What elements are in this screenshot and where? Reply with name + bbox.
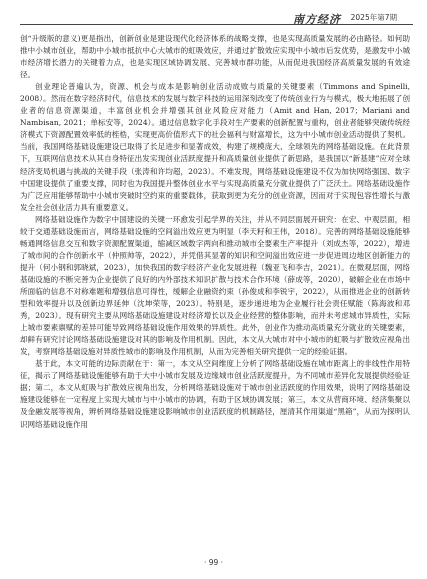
issue-label: 2025年第7期 [350, 13, 397, 22]
paragraph-2: 创业理论普遍认为，资源、机会与成本是影响创业活动成败与质量的关键要素（Timmons and Spinelli, 2008）。然而在数字经济时代，信息技术的发展与数字科技的运用深刻改变了传统创业行为与模式，极大地拓展了创业者的信息资源渠道，丰富创业机会并增强其创业风险应对能力（Amit and Han, 2017；Mariani and Nambisan, 2021；单标安等，2024）。通过信息数字化手段对生产要素的创新配置与重构，创业者能够突破传统经济模式下资源配置效率低的桎梏，实现更高价值形式下的社会福利与财富增长，这为中小城市创业活动提供了契机。当前，我国网络基础设施建设已取得了长足进步和显著成效，构建了规模庞大、全球领先的网络基础设施。在此背景下，互联网信息技术从其自身特征出发实现创业活跃度提升和高质量创业提供了新思路，是我国以“新基建”应对全球经济变局机遇与挑战的关键手段（张涛和许均超，2023）。不难发现，网络基础设施建设不仅为加快网络强国、数字中国建设提供了重要支撑，同时也为我国提升整体创业水平与实现高质量充分就业提供了广泛沃土。网络基础设施作为广泛应用能够帮助中小城市突破时空约束的重要载体，获取到更为充分的创业资源，因而对于实现包容性增长与激发全社会创业活力具有重要意义。 [20, 82, 410, 212]
paragraph-4: 基于此，本文可能的边际贡献在于：第一，本文从空间维度上分析了网络基础设施在城市距离上的非线性作用特征，揭示了网络基础设施能够有助于大中小城市发展及边缘城市创业活跃度提升，为不同城市差异化发展提供经验证据；第二，本文从虹吸与扩散效应视角出发，分析网络基础设施对于城市创业活跃度的作用效果，说明了网络基础设施建设能够在一定程度上实现大城市与中小城市的协调，有助于区域协调发展；第三，本文从营商环境、经济集聚以及金融发展等视角，辨析网络基础设施建设影响城市创业活跃度的机制路径，厘清其作用渠道“黑箱”，从而为探明认识网络基础设施作用 [20, 359, 410, 429]
article-body [20, 33, 410, 431]
paragraph-1: 创“升级版的意义)更是指出，创新创业是建设现代化经济体系的战略支撑，也是实现高质量发展的必由路径。如何助推中小城市创业，帮助中小城市抵抗中心大城市的虹吸效应，并通过扩散效应实现中小城市后发优势，是激发中小城市经济增长潜力的关键着力点，也是实现区域协调发展、完善城市群功能，从而促进我国经济高质量发展的有效途径。 [20, 34, 410, 80]
page-header [0, 10, 427, 28]
header-rule [20, 24, 413, 25]
page-number: · 99 · [203, 558, 224, 567]
journal-name: 南方经济 [293, 13, 341, 26]
paragraph-3: 网络基础设施作为数字中国建设的关键一环愈发引起学界的关注，并从不同层面展开研究：在宏、中观层面，相较于交通基础设施而言，网络基础设施的空间溢出效应更为明显（李天籽和王伟，2018）。完善的网络基础设施能够畅通网络信息交互和数字资源配置渠道，缩减区域数字两向和推动城市全要素生产率提升（刘成杰等，2022），增进了城市间的合作创新水平（仲照帅等，2022），并凭借其显著的知识和空间溢出效应进一步促进周边地区创新能力的提升（何小钢和郭晓斌，2023），加快我国的数字经济产业化发展进程（魏亚飞和李吉，2021）。在微观层面，网络基础设施的不断完善为企业提供了良好的内外部技术知识扩散与技术合作环境（薛成等，2020），破解企业在市场中所面临的信息不对称难题和增强信息可得性，缓解企业融资约束（孙俊成和李锐宇，2022），从而推进企业的创新转型和效率提升以及创新边界延伸（沈坤荣等，2023）。特别是，逐步递进地为企业履行社会责任赋能（陈海波和邓秀，2023）。现有研究主要从网络基础设施建设对经济增长以及企业经营的整体影响，而并未考虑城市异质性，实际上城市要素禀赋的差异可能导致网络基础设施作用效果的异质性。此外，创业作为推动高质量充分就业的关键要素，却鲜有研究讨论网络基础设施建设对其的影响及作用机制。因此，本文从大城市对中小城市的虹吸与扩散效应视角出发，考察网络基础设施对异质性城市的影响及作用机制，从而为完善相关研究提供一定的经验证据。 [20, 214, 410, 357]
